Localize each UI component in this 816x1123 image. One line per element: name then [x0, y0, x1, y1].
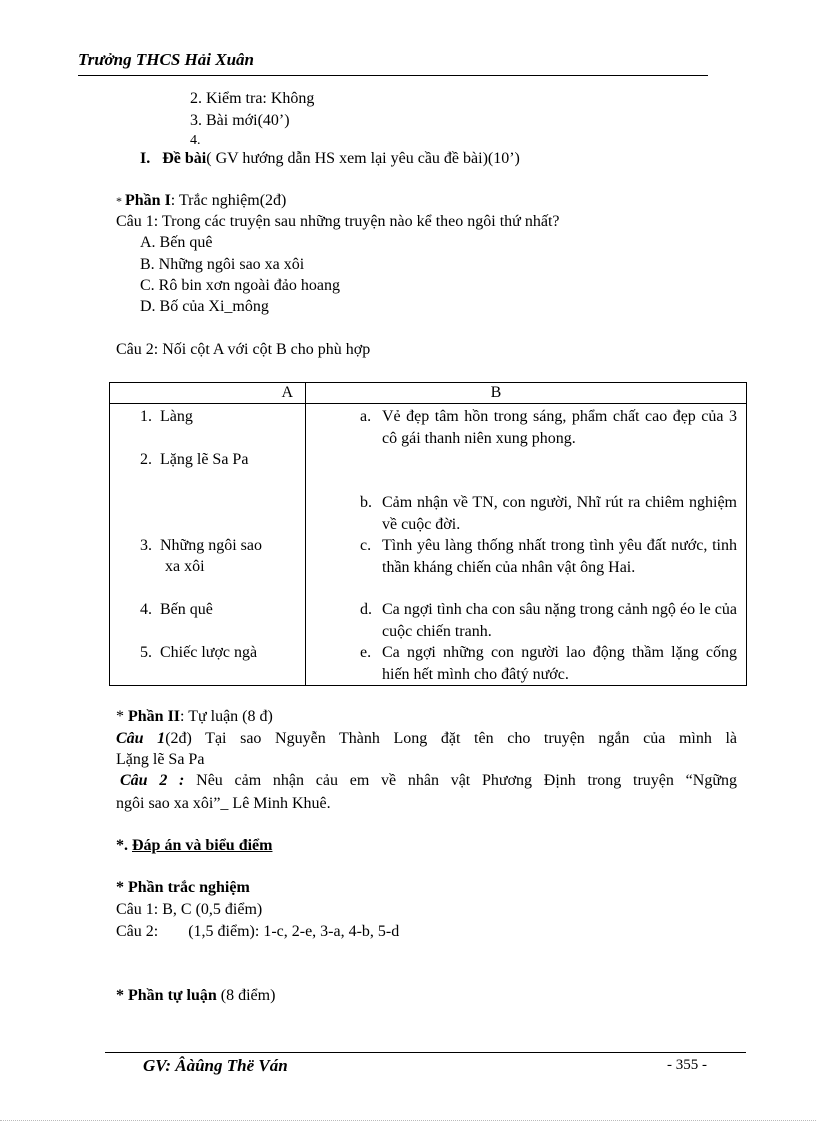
matching-table: [109, 382, 747, 686]
answer-1: Câu 1: B, C (0,5 điểm): [116, 901, 263, 918]
part-1-title: Phần I: [125, 192, 171, 209]
option-c: C. Rô bin xơn ngoài đảo hoang: [140, 277, 340, 294]
answers-prefix: *.: [116, 837, 132, 854]
essay-question-1-cont: Lặng lẽ Sa Pa: [116, 751, 205, 768]
essay-question-1: [116, 730, 737, 748]
column-a-item-continued: xa xôi: [165, 558, 205, 575]
option-a: A. Bến quê: [140, 234, 213, 251]
column-b-item: b. Cảm nhận về TN, con người, Nhĩ rút ra chiêm nghiệm về cuộc đời.: [360, 494, 737, 533]
page-number: - 355 -: [667, 1057, 707, 1073]
column-a-cell: [110, 404, 306, 686]
essay-question-2-text: Nêu cảm nhận cảu em về nhân vật Phương Định trong truyện “Ngững: [184, 772, 737, 789]
essay-question-1-text: (2đ) Tại sao Nguyễn Thành Long đặt tên cho truyện ngắn của mình là: [165, 730, 737, 747]
section-1-title: Đề bài: [162, 150, 207, 167]
part-2-heading: [116, 708, 273, 726]
column-b-cell: [306, 404, 747, 686]
essay-question-2-label: Câu 2 :: [120, 772, 185, 789]
header-divider: [78, 75, 708, 76]
section-1-number: I.: [140, 150, 151, 167]
answer-2-label: Câu 2:: [116, 923, 159, 940]
column-b-item: d. Ca ngợi tình cha con sâu nặng trong cảnh ngộ éo le của cuộc chiến tranh.: [360, 601, 737, 640]
essay-answers-bold: * Phần tự luận: [116, 987, 217, 1004]
part-1-heading: [116, 192, 286, 210]
option-b: B. Những ngôi sao xa xôi: [140, 256, 305, 273]
column-b-item: e. Ca ngợi những con người lao động thầm lặng cống hiến hết mình cho đâtý nước.: [360, 644, 737, 683]
part-1-star: *: [116, 194, 125, 208]
essay-answers-title: [116, 987, 275, 1005]
procedure-item-3: 3. Bài mới(40’): [190, 112, 290, 129]
answer-2: [116, 923, 399, 941]
column-a-item: 4. Bến quê: [140, 601, 213, 618]
part-2-title: Phần II: [128, 708, 181, 725]
column-b-item: a. Vẻ đẹp tâm hồn trong sáng, phẩm chất cao đẹp của 3 cô gái thanh niên xung phong.: [360, 408, 737, 447]
school-header: Trưởng THCS Hải Xuân: [78, 50, 254, 69]
mc-answers-title: * Phần trắc nghiệm: [116, 879, 250, 896]
column-a-item: 5. Chiếc lược ngà: [140, 644, 258, 661]
essay-question-1-label: Câu 1: [116, 730, 166, 747]
part-2-rest: : Tự luận (8 đ): [180, 708, 273, 725]
column-a-item: 3. Những ngôi sao: [140, 537, 262, 554]
page-bottom-edge: [0, 1120, 816, 1121]
option-d: D. Bố của Xi_mông: [140, 298, 269, 315]
question-1: Câu 1: Trong các truyện sau những truyện nào kể theo ngôi thứ nhất?: [116, 213, 560, 230]
table-header-a: A: [110, 383, 306, 404]
essay-question-2: [120, 772, 737, 790]
footer-divider: [105, 1052, 746, 1053]
table-header-b: B: [306, 383, 747, 404]
column-a-item: 2. Lặng lẽ Sa Pa: [140, 451, 249, 468]
procedure-item-2: 2. Kiểm tra: Không: [190, 90, 315, 107]
column-b-item: c. Tình yêu làng thống nhất trong tình yêu đất nước, tinh thần kháng chiến của nhân vật ông Hai.: [360, 537, 737, 576]
procedure-item-4: 4.: [190, 133, 201, 148]
part-2-star: *: [116, 708, 128, 725]
answer-2-text: (1,5 điểm): 1-c, 2-e, 3-a, 4-b, 5-d: [188, 923, 400, 940]
footer-author: GV: Âàûng Thë Ván: [143, 1056, 288, 1075]
section-1-heading: [140, 150, 520, 168]
answers-title: Đáp án và biểu điểm: [132, 837, 273, 854]
question-2: Câu 2: Nối cột A với cột B cho phù hợp: [116, 341, 371, 358]
answers-heading: [116, 837, 272, 855]
part-1-rest: : Trắc nghiệm(2đ): [170, 192, 287, 209]
column-a-item: 1. Làng: [140, 408, 193, 425]
section-1-rest: ( GV hướng dẫn HS xem lại yêu cầu đề bài)(10’): [206, 150, 520, 167]
essay-answers-rest: (8 điểm): [216, 987, 276, 1004]
essay-question-2-cont: ngôi sao xa xôi”_ Lê Minh Khuê.: [116, 795, 331, 812]
